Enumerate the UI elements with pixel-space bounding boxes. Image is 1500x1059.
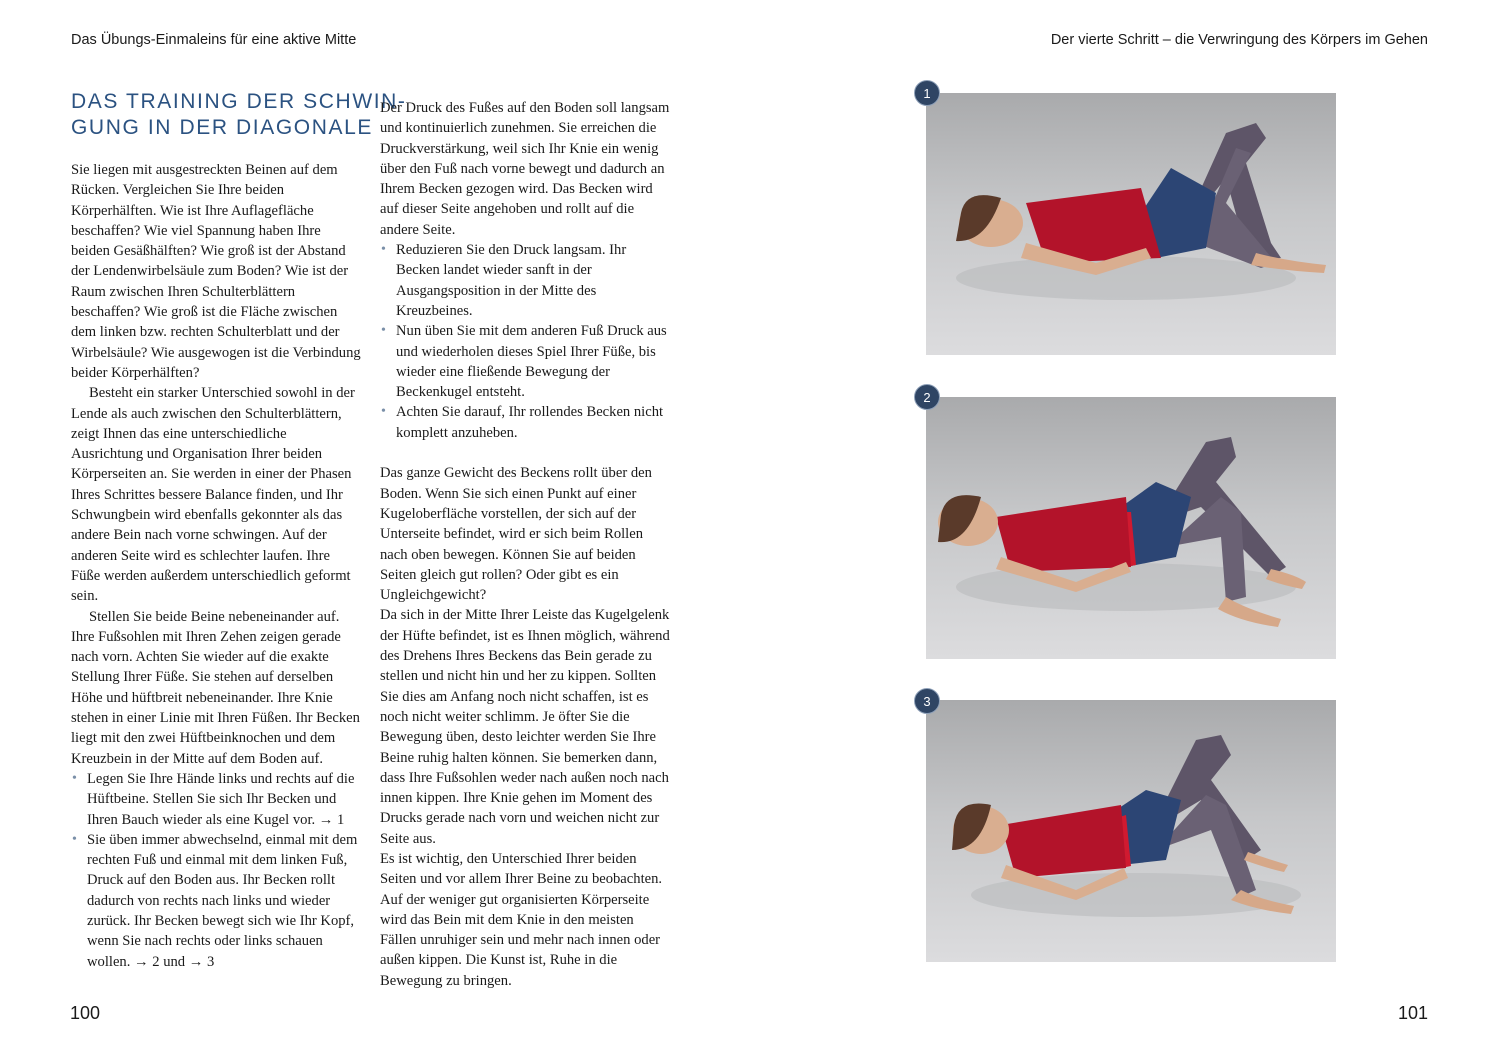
list-item-text: Reduzieren Sie den Druck langsam. Ihr Becken landet wieder sanft in der Ausgangsposition in der Mitte des Kreuzbeines. (396, 242, 627, 319)
paragraph: Besteht ein starker Unterschied sowohl in der Lende als auch zwischen den Schulterblättern, zeigt Ihnen das eine unterschiedliche Ausrichtung und Organisation Ihrer beiden Körperseiten an. Sie werden in einer der Phasen Ihres Schrittes bessere Balance finden, und Ihr Schwungbein wird ebenfalls gekonnter als das andere Bein nach vorne schwingen. Auf der anderen Seite wird es schlechter laufen. Ihre Füße werden außerdem unterschiedlich geformt sein. (71, 385, 355, 605)
exercise-photo-1 (926, 93, 1336, 355)
list-item-text: Achten Sie darauf, Ihr rollendes Becken nicht komplett anzuheben. (396, 404, 664, 441)
bullet-list (71, 769, 361, 972)
bullet-icon: • (72, 831, 77, 847)
text-column-left (71, 160, 361, 972)
bullet-list (380, 240, 670, 443)
section-title-line-1: DAS TRAINING DER SCHWIN- (71, 90, 407, 113)
photo-number-badge-3: 3 (914, 688, 940, 714)
page-number-left: 100 (70, 1003, 101, 1023)
list-item (380, 240, 670, 321)
paragraph: Sie liegen mit ausgestreckten Beinen auf dem Rücken. Vergleichen Sie Ihre beiden Körperhälften. Wie ist Ihre Auflagefläche beschaffen? Wie viel Spannung haben Ihre beiden Gesäßhälften? Wie groß ist der Abstand der Lendenwirbelsäule zum Boden? Wie ist der Raum zwischen Ihren Schulterblättern beschaffen? Wie groß ist die Fläche zwischen dem linken bzw. rechten Schulterblatt und der Wirbelsäule? Wie ausgewogen ist die Verbindung beider Körperhälften? (71, 162, 361, 381)
paragraph: Es ist wichtig, den Unterschied Ihrer beiden Seiten und vor allem Ihrer Beine zu beobachten. Auf der weniger gut organisierten Körperseite wird das Bein mit dem Knie in den meisten Fällen unruhiger sein und mehr nach innen oder außen kippen. Die Kunst ist, Ruhe in die Bewegung zu bringen. (380, 850, 663, 989)
paragraph: Der Druck des Fußes auf den Boden soll langsam und kontinuierlich zunehmen. Sie erreichen die Druckverstärkung, weil sich Ihr Knie ein wenig über den Fuß nach vorne bewegt und dadurch an Ihrem Becken gezogen wird. Das Becken wird auf dieser Seite angehoben und rollt auf die andere Seite. (380, 100, 670, 238)
section-title-line-2: GUNG IN DER DIAGONALE (71, 116, 373, 139)
running-head-left: Das Übungs-Einmaleins für eine aktive Mitte (71, 32, 357, 48)
section-title (71, 89, 407, 141)
bullet-icon: • (72, 770, 77, 786)
list-item (71, 830, 361, 972)
list-item (380, 321, 670, 402)
bullet-icon: • (381, 323, 386, 339)
bullet-icon: • (381, 242, 386, 258)
paragraph: Stellen Sie beide Beine nebeneinander auf. Ihre Fußsohlen mit Ihren Zehen zeigen gerade nach vorn. Achten Sie wieder auf die exakte Stellung Ihrer Füße. Sie stehen auf derselben Höhe und hüftbreit nebeneinander. Ihre Knie stehen in einer Linie mit Ihren Füßen. Ihr Becken liegt mit den zwei Hüftbeinknochen und dem Kreuzbein in der Mitte auf dem Boden auf. (71, 608, 360, 767)
exercise-photo-2 (926, 397, 1336, 659)
paragraph: Da sich in der Mitte Ihrer Leiste das Kugelgelenk der Hüfte befindet, ist es Ihnen möglich, während des Drehens Ihres Beckens das Bein gerade zu stellen und nicht hin und her zu kippen. Sollten Sie dies am Anfang noch nicht schaffen, ist es noch nicht weiter schlimm. Je öfter Sie die Bewegung üben, desto leichter werden Sie Ihre Beine ruhig halten können. Sie bemerken dann, dass Ihre Fußsohlen weder nach außen noch nach innen kippen. Ihre Knie gehen im Moment des Drucks gerade nach vorn und weichen nicht zur Seite aus. (380, 607, 670, 847)
list-item-text: Legen Sie Ihre Hände links und rechts auf die Hüftbeine. Stellen Sie sich Ihr Becken und Ihren Bauch wieder als eine Kugel vor. → 1 (87, 770, 355, 828)
photo-number-badge-2: 2 (914, 384, 940, 410)
paragraph: Das ganze Gewicht des Beckens rollt über den Boden. Wenn Sie sich einen Punkt auf einer Kugeloberfläche vorstellen, der sich auf der Unterseite befindet, wird er sich beim Rollen nach oben bewegen. Können Sie auf beiden Seiten gleich gut rollen? Oder gibt es ein Ungleichgewicht? (380, 465, 652, 604)
photo-number-badge-1: 1 (914, 80, 940, 106)
woman-lying-illustration (926, 397, 1336, 659)
list-item (71, 769, 361, 830)
woman-lying-illustration (926, 700, 1336, 962)
exercise-photo-3 (926, 700, 1336, 962)
woman-lying-illustration (926, 93, 1336, 355)
list-item-text: Sie üben immer abwechselnd, einmal mit dem rechten Fuß und einmal mit dem linken Fuß, Druck auf den Boden aus. Ihr Becken rollt dadurch von rechts nach links und wieder zurück. Ihr Becken bewegt sich wie Ihr Kopf, wenn Sie nach rechts oder links schauen wollen. → 2 und → 3 (87, 831, 358, 970)
page-number-right: 101 (1397, 1003, 1428, 1023)
list-item-text: Nun üben Sie mit dem anderen Fuß Druck aus und wiederholen dieses Spiel Ihrer Füße, bis wieder eine fließende Bewegung der Beckenkugel entsteht. (396, 323, 667, 401)
running-head-right: Der vierte Schritt – die Verwringung des Körpers im Gehen (1050, 32, 1428, 48)
text-column-middle (380, 98, 670, 991)
bullet-icon: • (381, 404, 386, 420)
list-item (380, 402, 670, 443)
